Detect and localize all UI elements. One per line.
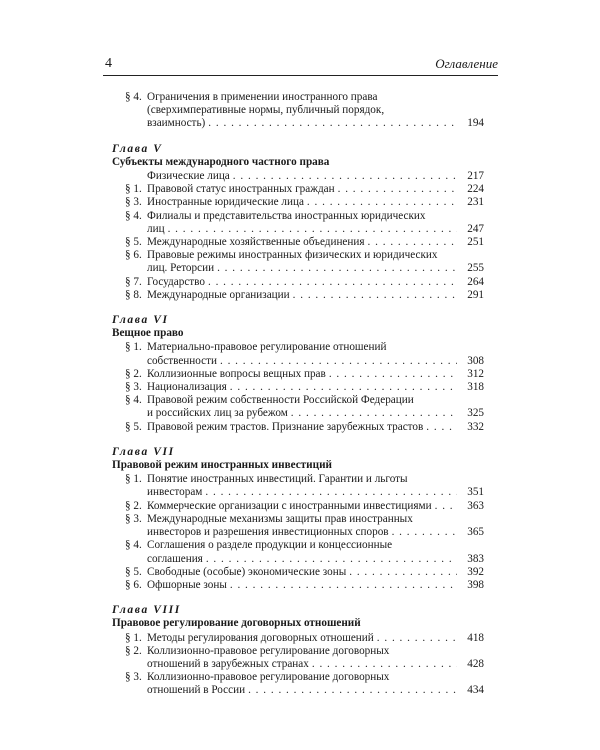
section-number: § 3. xyxy=(125,196,142,209)
entry-line: Правовой статус иностранных граждан xyxy=(147,183,335,196)
entry-last-line xyxy=(147,421,484,434)
entry-text xyxy=(147,210,484,236)
toc-entry[interactable] xyxy=(112,183,484,196)
dot-leader xyxy=(293,289,457,302)
page-ref: 291 xyxy=(467,288,484,301)
page-ref: 351 xyxy=(467,486,484,499)
entry-line: Офшорные зоны xyxy=(147,578,227,591)
toc-entry[interactable] xyxy=(112,196,484,209)
entry-line: Международные хозяйственные объединения xyxy=(147,236,365,249)
toc-entry[interactable] xyxy=(112,394,484,420)
section-number: § 6. xyxy=(125,249,142,262)
toc-entry[interactable] xyxy=(112,170,484,183)
dot-leader xyxy=(392,526,457,539)
dot-leader xyxy=(205,486,457,499)
section-number: § 4. xyxy=(125,209,142,222)
entry-line: взаимность) xyxy=(147,117,206,130)
section-number: § 1. xyxy=(125,473,142,486)
section-number: § 4. xyxy=(125,539,142,552)
entry-text xyxy=(147,381,484,394)
entry-last-line xyxy=(147,117,484,130)
entry-line: Иностранные юридические лица xyxy=(147,196,304,209)
toc-entry[interactable] xyxy=(112,566,484,579)
entry-line: лиц. Реторсии xyxy=(147,262,215,275)
entry-last-line xyxy=(147,658,484,671)
page-ref: 224 xyxy=(467,183,484,196)
entry-line: Ограничения в применении иностранного права xyxy=(147,91,378,103)
entry-line: Международные организации xyxy=(147,288,290,301)
entry-text xyxy=(147,645,484,671)
toc-entry[interactable] xyxy=(112,645,484,671)
entry-text xyxy=(147,183,484,196)
entry-last-line xyxy=(147,579,484,592)
dot-leader xyxy=(230,579,457,592)
page-ref: 318 xyxy=(467,381,484,394)
running-title: Оглавление xyxy=(435,56,498,71)
entry-line: Коллизионные вопросы вещных прав xyxy=(147,367,326,380)
dot-leader xyxy=(426,421,457,434)
entry-line: лиц xyxy=(147,222,165,235)
toc-chapter xyxy=(112,446,484,592)
entry-text xyxy=(147,394,484,420)
toc-entry[interactable] xyxy=(112,513,484,539)
toc-entry[interactable] xyxy=(112,421,484,434)
chapter-title: Субъекты международного частного права xyxy=(112,155,330,168)
page-ref: 247 xyxy=(467,222,484,235)
section-number: § 3. xyxy=(125,512,142,525)
page-ref: 325 xyxy=(467,407,484,420)
entry-line: отношений в России xyxy=(147,684,246,697)
section-number: § 3. xyxy=(125,671,142,684)
entry-line: отношений в зарубежных странах xyxy=(147,657,309,670)
entry-line: Правовой режим трастов. Признание зарубежных трастов xyxy=(147,420,424,433)
entry-last-line xyxy=(147,276,484,289)
entry-text xyxy=(147,513,484,539)
page-ref: 251 xyxy=(467,236,484,249)
entry-line: Правовой режим собственности Российской Федерации xyxy=(147,394,414,407)
entry-last-line xyxy=(147,381,484,394)
section-number: § 4. xyxy=(125,394,142,407)
entry-line: Материально-правовое регулирование отношений xyxy=(147,341,387,354)
chapter-label: Глава VIII xyxy=(112,604,181,617)
entry-line: Государство xyxy=(147,275,205,288)
section-number: § 4. xyxy=(125,91,142,103)
section-number: § 1. xyxy=(125,341,142,354)
entry-last-line xyxy=(147,632,484,645)
entry-last-line xyxy=(147,355,484,368)
entry-text xyxy=(147,170,484,183)
entry-text xyxy=(147,91,484,131)
entry-line: Коллизионно-правовое регулирование договорных xyxy=(147,671,390,684)
section-number: § 5. xyxy=(125,236,142,249)
page-ref: 398 xyxy=(467,578,484,591)
entry-text xyxy=(147,632,484,645)
entry-last-line xyxy=(147,196,484,209)
entry-text xyxy=(147,368,484,381)
section-number: § 8. xyxy=(125,288,142,301)
toc-chapter xyxy=(112,604,484,697)
dot-leader xyxy=(217,262,457,275)
page-ref: 255 xyxy=(467,262,484,275)
entry-last-line xyxy=(147,526,484,539)
toc-entry[interactable] xyxy=(112,500,484,513)
toc-entry[interactable] xyxy=(112,236,484,249)
toc-entry[interactable] xyxy=(112,671,484,697)
section-number: § 3. xyxy=(125,381,142,394)
dot-leader xyxy=(307,196,457,209)
toc-chapter xyxy=(112,91,484,131)
dot-leader xyxy=(368,236,457,249)
dot-leader xyxy=(349,566,457,579)
toc-entry[interactable] xyxy=(112,91,484,131)
entry-last-line xyxy=(147,262,484,275)
chapter-label: Глава VII xyxy=(112,445,175,458)
section-number: § 6. xyxy=(125,578,142,591)
dot-leader xyxy=(208,117,457,130)
toc-entry[interactable] xyxy=(112,368,484,381)
toc-entry[interactable] xyxy=(112,210,484,236)
entry-text xyxy=(147,500,484,513)
entry-text xyxy=(147,341,484,367)
toc-chapter xyxy=(112,314,484,434)
entry-text xyxy=(147,539,484,565)
chapter-label: Глава V xyxy=(112,142,163,155)
dot-leader xyxy=(312,658,457,671)
toc-entry[interactable] xyxy=(112,289,484,302)
entry-last-line xyxy=(147,553,484,566)
entry-line: Национализация xyxy=(147,381,227,394)
dot-leader xyxy=(233,170,457,183)
chapter-title: Правовое регулирование договорных отношений xyxy=(112,617,361,630)
toc-entry[interactable] xyxy=(112,276,484,289)
entry-line: Методы регулирования договорных отношений xyxy=(147,631,374,644)
entry-last-line xyxy=(147,289,484,302)
entry-line: Соглашения о разделе продукции и концессионные xyxy=(147,539,393,552)
entry-last-line xyxy=(147,684,484,697)
section-number: § 5. xyxy=(125,420,142,433)
entry-line: и российских лиц за рубежом xyxy=(147,407,288,420)
dot-leader xyxy=(338,183,457,196)
entry-text xyxy=(147,236,484,249)
running-header xyxy=(103,52,498,76)
chapter-title: Правовой режим иностранных инвестиций xyxy=(112,459,332,472)
entry-line: Коллизионно-правовое регулирование договорных xyxy=(147,644,390,657)
page-ref: 231 xyxy=(467,196,484,209)
dot-leader xyxy=(329,368,457,381)
entry-line: Свободные (особые) экономические зоны xyxy=(147,565,347,578)
entry-text xyxy=(147,473,484,499)
section-number: § 2. xyxy=(125,367,142,380)
entry-last-line xyxy=(147,566,484,579)
dot-leader xyxy=(168,223,457,236)
dot-leader xyxy=(377,632,457,645)
page-ref: 194 xyxy=(467,117,484,130)
toc-entry[interactable] xyxy=(112,473,484,499)
entry-line: Коммерческие организации с иностранными инвестициями xyxy=(147,499,432,512)
dot-leader xyxy=(208,276,457,289)
page-ref: 312 xyxy=(467,367,484,380)
entry-last-line xyxy=(147,500,484,513)
entry-last-line xyxy=(147,486,484,499)
page-ref: 264 xyxy=(467,275,484,288)
entry-text xyxy=(147,249,484,275)
section-number: § 2. xyxy=(125,644,142,657)
page-ref: 217 xyxy=(467,170,484,183)
section-number: § 2. xyxy=(125,499,142,512)
entry-line: соглашения xyxy=(147,552,203,565)
page-ref: 365 xyxy=(467,526,484,539)
entry-line: инвесторов и разрешения инвестиционных споров xyxy=(147,526,389,539)
entry-text xyxy=(147,566,484,579)
entry-last-line xyxy=(147,236,484,249)
entry-text xyxy=(147,276,484,289)
toc-entry[interactable] xyxy=(112,341,484,367)
section-number: § 1. xyxy=(125,183,142,196)
header-rule xyxy=(103,75,498,76)
dot-leader xyxy=(248,684,457,697)
page-ref: 392 xyxy=(467,565,484,578)
table-of-contents xyxy=(112,91,484,698)
entry-line: (сверхимперативные нормы, публичный порядок, xyxy=(147,104,385,117)
entry-last-line xyxy=(147,368,484,381)
toc-entry[interactable] xyxy=(112,632,484,645)
toc-chapter xyxy=(112,143,484,302)
dot-leader xyxy=(206,553,457,566)
entry-line: Международные механизмы защиты прав иностранных xyxy=(147,512,413,525)
entry-text xyxy=(147,579,484,592)
toc-entry[interactable] xyxy=(112,381,484,394)
entry-text xyxy=(147,671,484,697)
toc-entry[interactable] xyxy=(112,579,484,592)
entry-last-line xyxy=(147,407,484,420)
entry-line: инвесторам xyxy=(147,486,203,499)
dot-leader xyxy=(291,407,457,420)
toc-entry[interactable] xyxy=(112,539,484,565)
entry-line: Правовые режимы иностранных физических и юридических xyxy=(147,249,438,262)
entry-line: собственности xyxy=(147,354,217,367)
entry-text xyxy=(147,421,484,434)
entry-last-line xyxy=(147,223,484,236)
chapter-label: Глава VI xyxy=(112,314,169,327)
entry-text xyxy=(147,289,484,302)
section-number: § 1. xyxy=(125,631,142,644)
entry-line: Физические лица xyxy=(147,170,230,183)
dot-leader xyxy=(435,500,457,513)
page-ref: 363 xyxy=(467,499,484,512)
page-ref: 428 xyxy=(467,657,484,670)
page-ref: 332 xyxy=(467,420,484,433)
entry-line: Понятие иностранных инвестиций. Гарантии и льготы xyxy=(147,473,408,486)
chapter-title: Вещное право xyxy=(112,327,184,340)
page-ref: 418 xyxy=(467,631,484,644)
page-number: 4 xyxy=(105,56,112,71)
section-number: § 5. xyxy=(125,565,142,578)
entry-last-line xyxy=(147,170,484,183)
entry-text xyxy=(147,196,484,209)
toc-entry[interactable] xyxy=(112,249,484,275)
section-number xyxy=(112,170,147,183)
section-number: § 7. xyxy=(125,275,142,288)
page-ref: 383 xyxy=(467,552,484,565)
page-ref: 434 xyxy=(467,684,484,697)
page-ref: 308 xyxy=(467,354,484,367)
dot-leader xyxy=(220,355,457,368)
entry-last-line xyxy=(147,183,484,196)
entry-line: Филиалы и представительства иностранных юридических xyxy=(147,209,426,222)
dot-leader xyxy=(230,381,457,394)
